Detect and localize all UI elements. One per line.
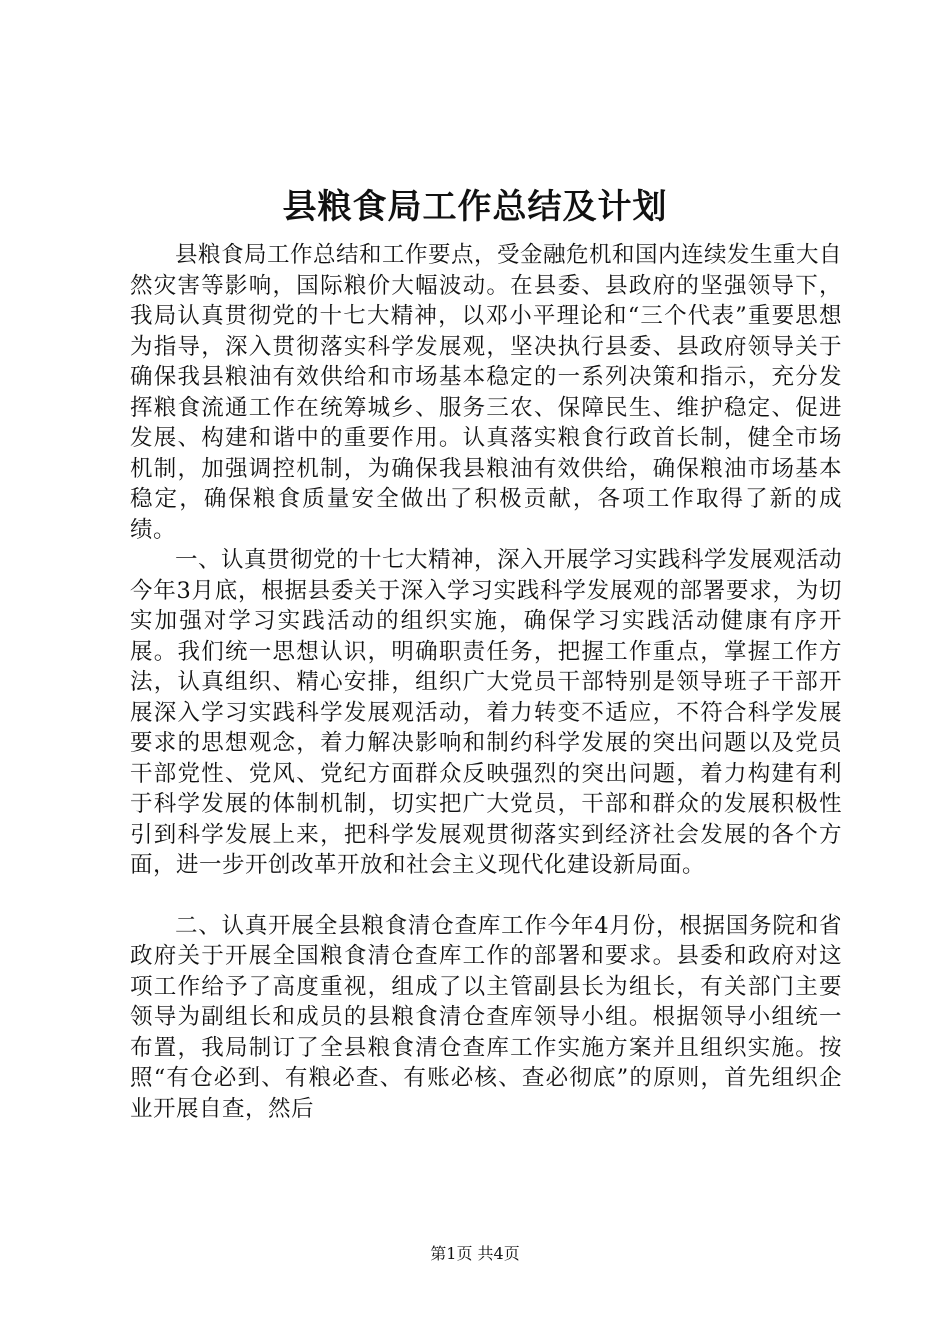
paragraph-section-1: 一、认真贯彻党的十七大精神，深入开展学习实践科学发展观活动今年3月底，根据县委关于深入学习实践科学发展观的部署要求，为切实加强对学习实践活动的组织实施，确保学习实践活动健康有序开展。我们统一思想认识，明确职责任务，把握工作重点，掌握工作方法，认真组织、精心安排，组织广大党员干部特别是领导班子干部开展深入学习实践科学发展观活动，着力转变不适应，不符合科学发展要求的思想观念，着力解决影响和制约科学发展的突出问题以及党员干部党性、党风、党纪方面群众反映强烈的突出问题，着力构建有利于科学发展的体制机制，切实把广大党员，干部和群众的发展积极性引到科学发展上来，把科学发展观贯彻落实到经济社会发展的各个方面，进一步开创改革开放和社会主义现代化建设新局面。 <box>130 547 843 878</box>
paragraph-section-2: 二、认真开展全县粮食清仓查库工作今年4月份，根据国务院和省政府关于开展全国粮食清仓查库工作的部署和要求。县委和政府对这项工作给予了高度重视，组成了以主管副县长为组长，有关部门主要领导为副组长和成员的县粮食清仓查库领导小组。根据领导小组统一布置，我局制订了全县粮食清仓查库工作实施方案并且组织实施。按照“有仓必到、有粮必查、有账必核、查必彻底”的原则，首先组织企业开展自查，然后 <box>130 912 842 1122</box>
document-title: 县粮食局工作总结及计划 <box>282 187 668 227</box>
page-footer: 第1页 共4页 <box>430 1244 520 1263</box>
document-body <box>130 240 842 1124</box>
paragraph-intro: 县粮食局工作总结和工作要点，受金融危机和国内连续发生重大自然灾害等影响，国际粮价大幅波动。在县委、县政府的坚强领导下，我局认真贯彻党的十七大精神，以邓小平理论和“三个代表”重要思想为指导，深入贯彻落实科学发展观，坚决执行县委、县政府领导关于确保我县粮油有效供给和市场基本稳定的一系列决策和指示，充分发挥粮食流通工作在统筹城乡、服务三农、保障民生、维护稳定、促进发展、构建和谐中的重要作用。认真落实粮食行政首长制，健全市场机制，加强调控机制，为确保我县粮油有效供给，确保粮油市场基本稳定，确保粮食质量安全做出了积极贡献，各项工作取得了新的成绩。 <box>130 242 843 543</box>
